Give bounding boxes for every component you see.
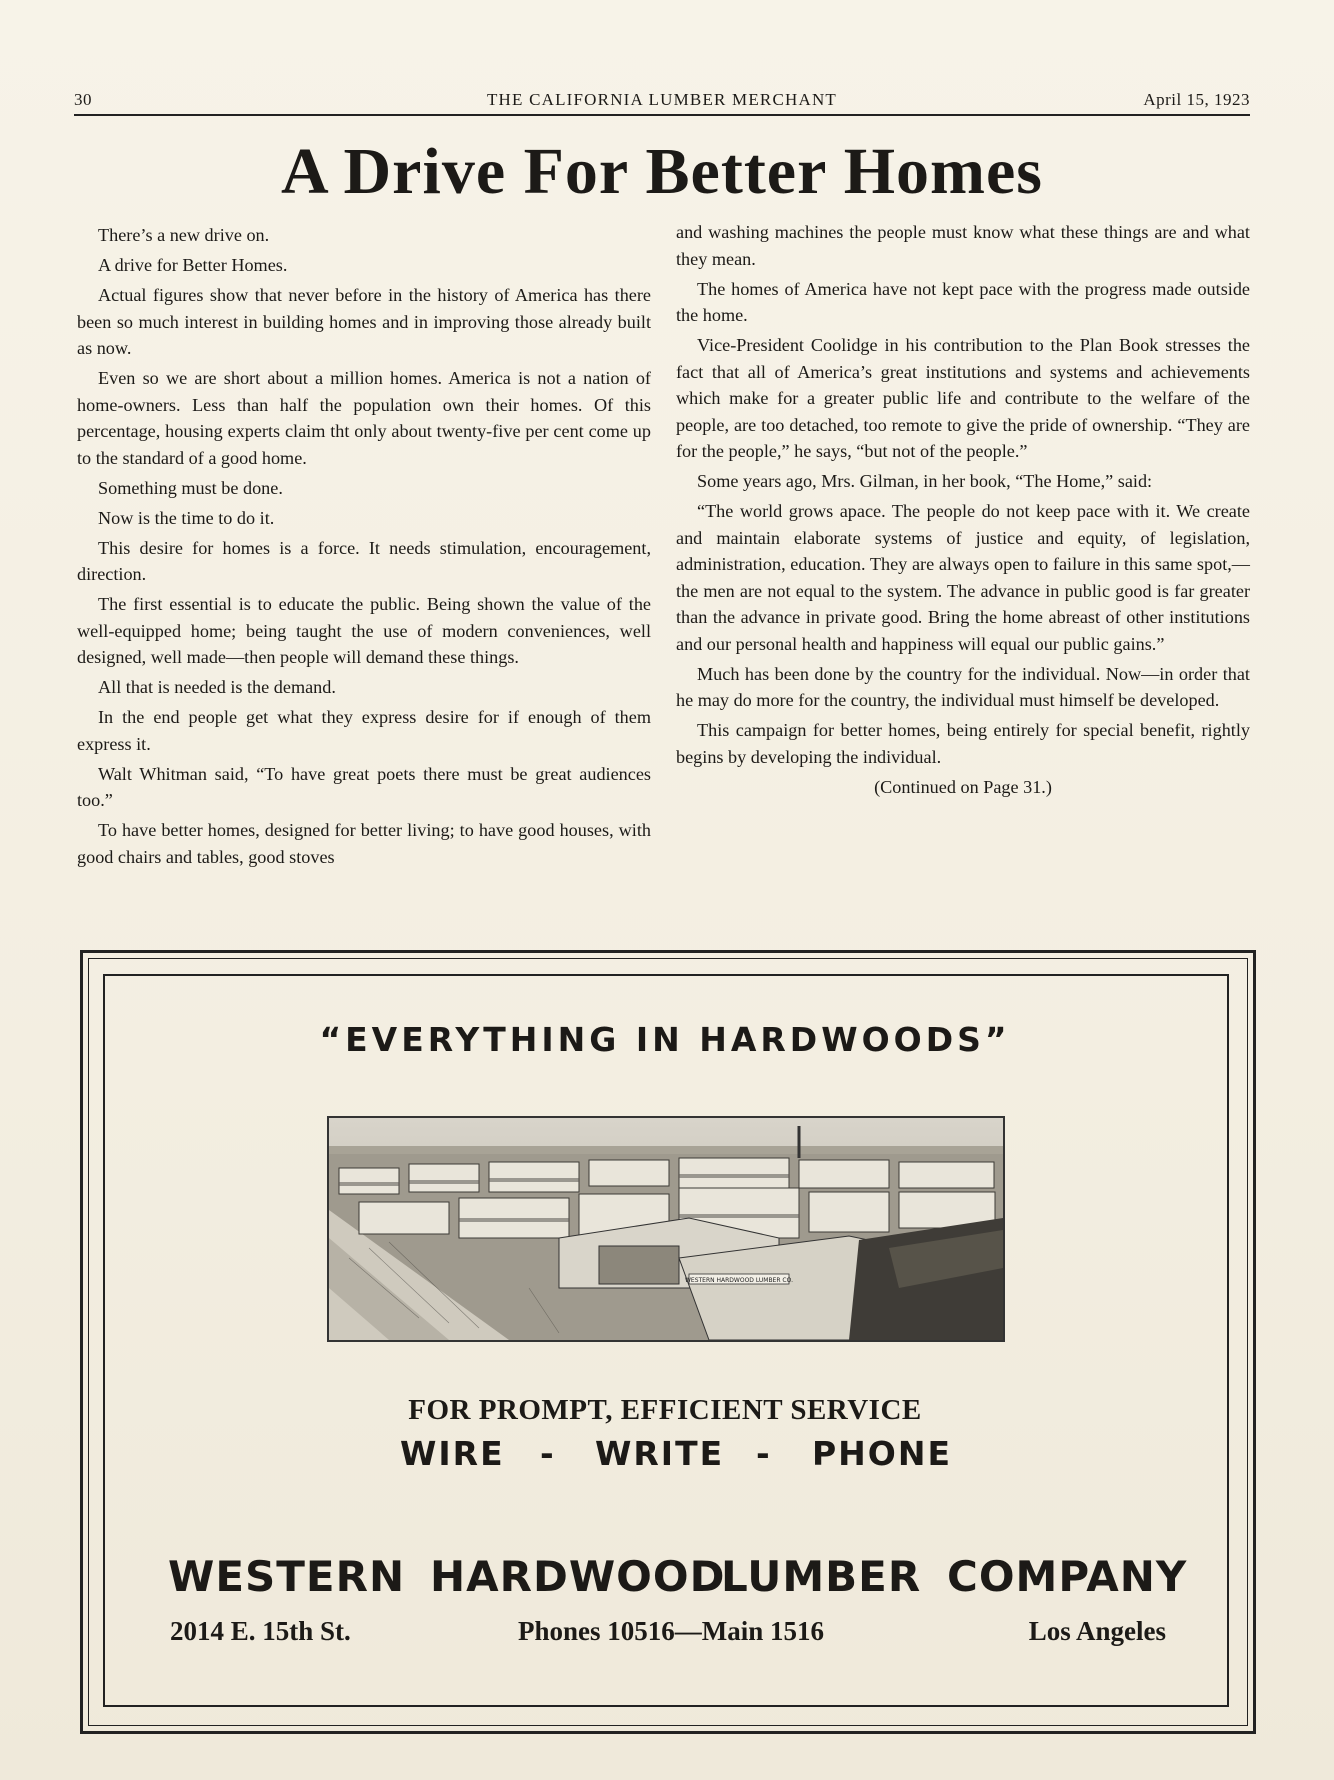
contact-wire: WIRE	[400, 1434, 505, 1473]
paragraph: Much has been done by the country for the individual. Now—in order that he may do more for the country, the individual must himself be developed.	[676, 663, 1250, 710]
header-rule	[74, 114, 1250, 116]
paragraph: There’s a new drive on.	[98, 225, 270, 245]
article-left-column	[77, 222, 651, 874]
city: Los Angeles	[1028, 1616, 1166, 1646]
paragraph: All that is needed is the demand.	[98, 677, 336, 697]
paragraph: Something must be done.	[98, 477, 283, 498]
paragraph: This campaign for better homes, being entirely for special benefit, rightly begins by developing the individual.	[676, 720, 1250, 767]
page-number: 30	[74, 90, 92, 109]
separator: -	[540, 1434, 556, 1473]
paragraph: Vice-President Coolidge in his contribution to the Plan Book stresses the fact that all of America’s great institutions and systems and achievements which make for a greater public life and contribute to the welfare of the people, are too detached, too remote to give the pride of ownership. “They are for the people,” he says, “but not of the people.”	[676, 335, 1250, 461]
company-word: HARDWOOD	[430, 1552, 726, 1601]
paragraph: To have better homes, designed for better living; to have good houses, with good chairs and tables, good stoves	[77, 820, 651, 867]
paragraph: The homes of America have not kept pace with the progress made outside the home.	[676, 278, 1250, 325]
article-title: A Drive For Better Homes	[281, 135, 1043, 208]
contact-methods	[400, 1434, 953, 1474]
separator: -	[756, 1434, 772, 1473]
paragraph: “The world grows apace. The people do not keep pace with it. We create and maintain elaborate systems of justice and equity, of legislation, administration, education. They are always open to failure in this same spot,—the men are not equal to the system. The advance in public good is far greater than the advance in private good. Bring the home abreast of other institutions and our personal health and happiness will equal our public gains.”	[676, 501, 1250, 654]
paragraph: Actual figures show that never before in the history of America has there been so much interest in building homes and in improving those already built as now.	[77, 285, 651, 358]
paragraph: Some years ago, Mrs. Gilman, in her book, “The Home,” said:	[697, 471, 1153, 491]
company-word: LUMBER	[721, 1552, 922, 1601]
article-right-column	[676, 219, 1250, 804]
journal-name: THE CALIFORNIA LUMBER MERCHANT	[486, 90, 838, 109]
paragraph: A drive for Better Homes.	[98, 255, 288, 275]
paragraph-continuation: and washing machines the people must know what these things are and what they mean.	[676, 222, 1250, 269]
ad-tagline: FOR PROMPT, EFFICIENT SERVICE	[408, 1394, 922, 1426]
ad-headline: “EVERYTHING IN HARDWOODS”	[319, 1020, 1011, 1059]
paragraph: In the end people get what they express desire for if enough of them express it.	[77, 707, 651, 754]
paragraph: This desire for homes is a force. It needs stimulation, encouragement, direction.	[77, 537, 651, 584]
page-header	[74, 86, 1250, 114]
contact-phone: PHONE	[812, 1434, 953, 1473]
paragraph: Even so we are short about a million homes. America is not a nation of home-owners. Less than half the population own their homes. Of this percentage, housing experts claim tht only about twenty-five per cent come up to the standard of a good home.	[77, 368, 651, 468]
contact-write: WRITE	[595, 1434, 725, 1473]
paragraph: The first essential is to educate the public. Being shown the value of the well-equipped home; being taught the use of modern conveniences, well designed, well made—then people will demand these things.	[77, 594, 651, 667]
company-address-line	[170, 1616, 1166, 1652]
phone-numbers: Phones 10516—Main 1516	[518, 1616, 825, 1646]
company-name	[168, 1552, 1188, 1602]
paragraph: Now is the time to do it.	[98, 507, 275, 528]
company-word: WESTERN	[168, 1552, 406, 1601]
continued-note: (Continued on Page 31.)	[874, 776, 1052, 797]
sign-text: WESTERN HARDWOOD LUMBER CO.	[684, 1277, 794, 1284]
street-address: 2014 E. 15th St.	[170, 1616, 351, 1646]
paragraph: Walt Whitman said, “To have great poets there must be great audiences too.”	[77, 763, 651, 810]
company-word: COMPANY	[947, 1552, 1188, 1601]
issue-date: April 15, 1923	[1143, 90, 1250, 109]
lumber-yard-photo	[327, 1116, 1005, 1342]
